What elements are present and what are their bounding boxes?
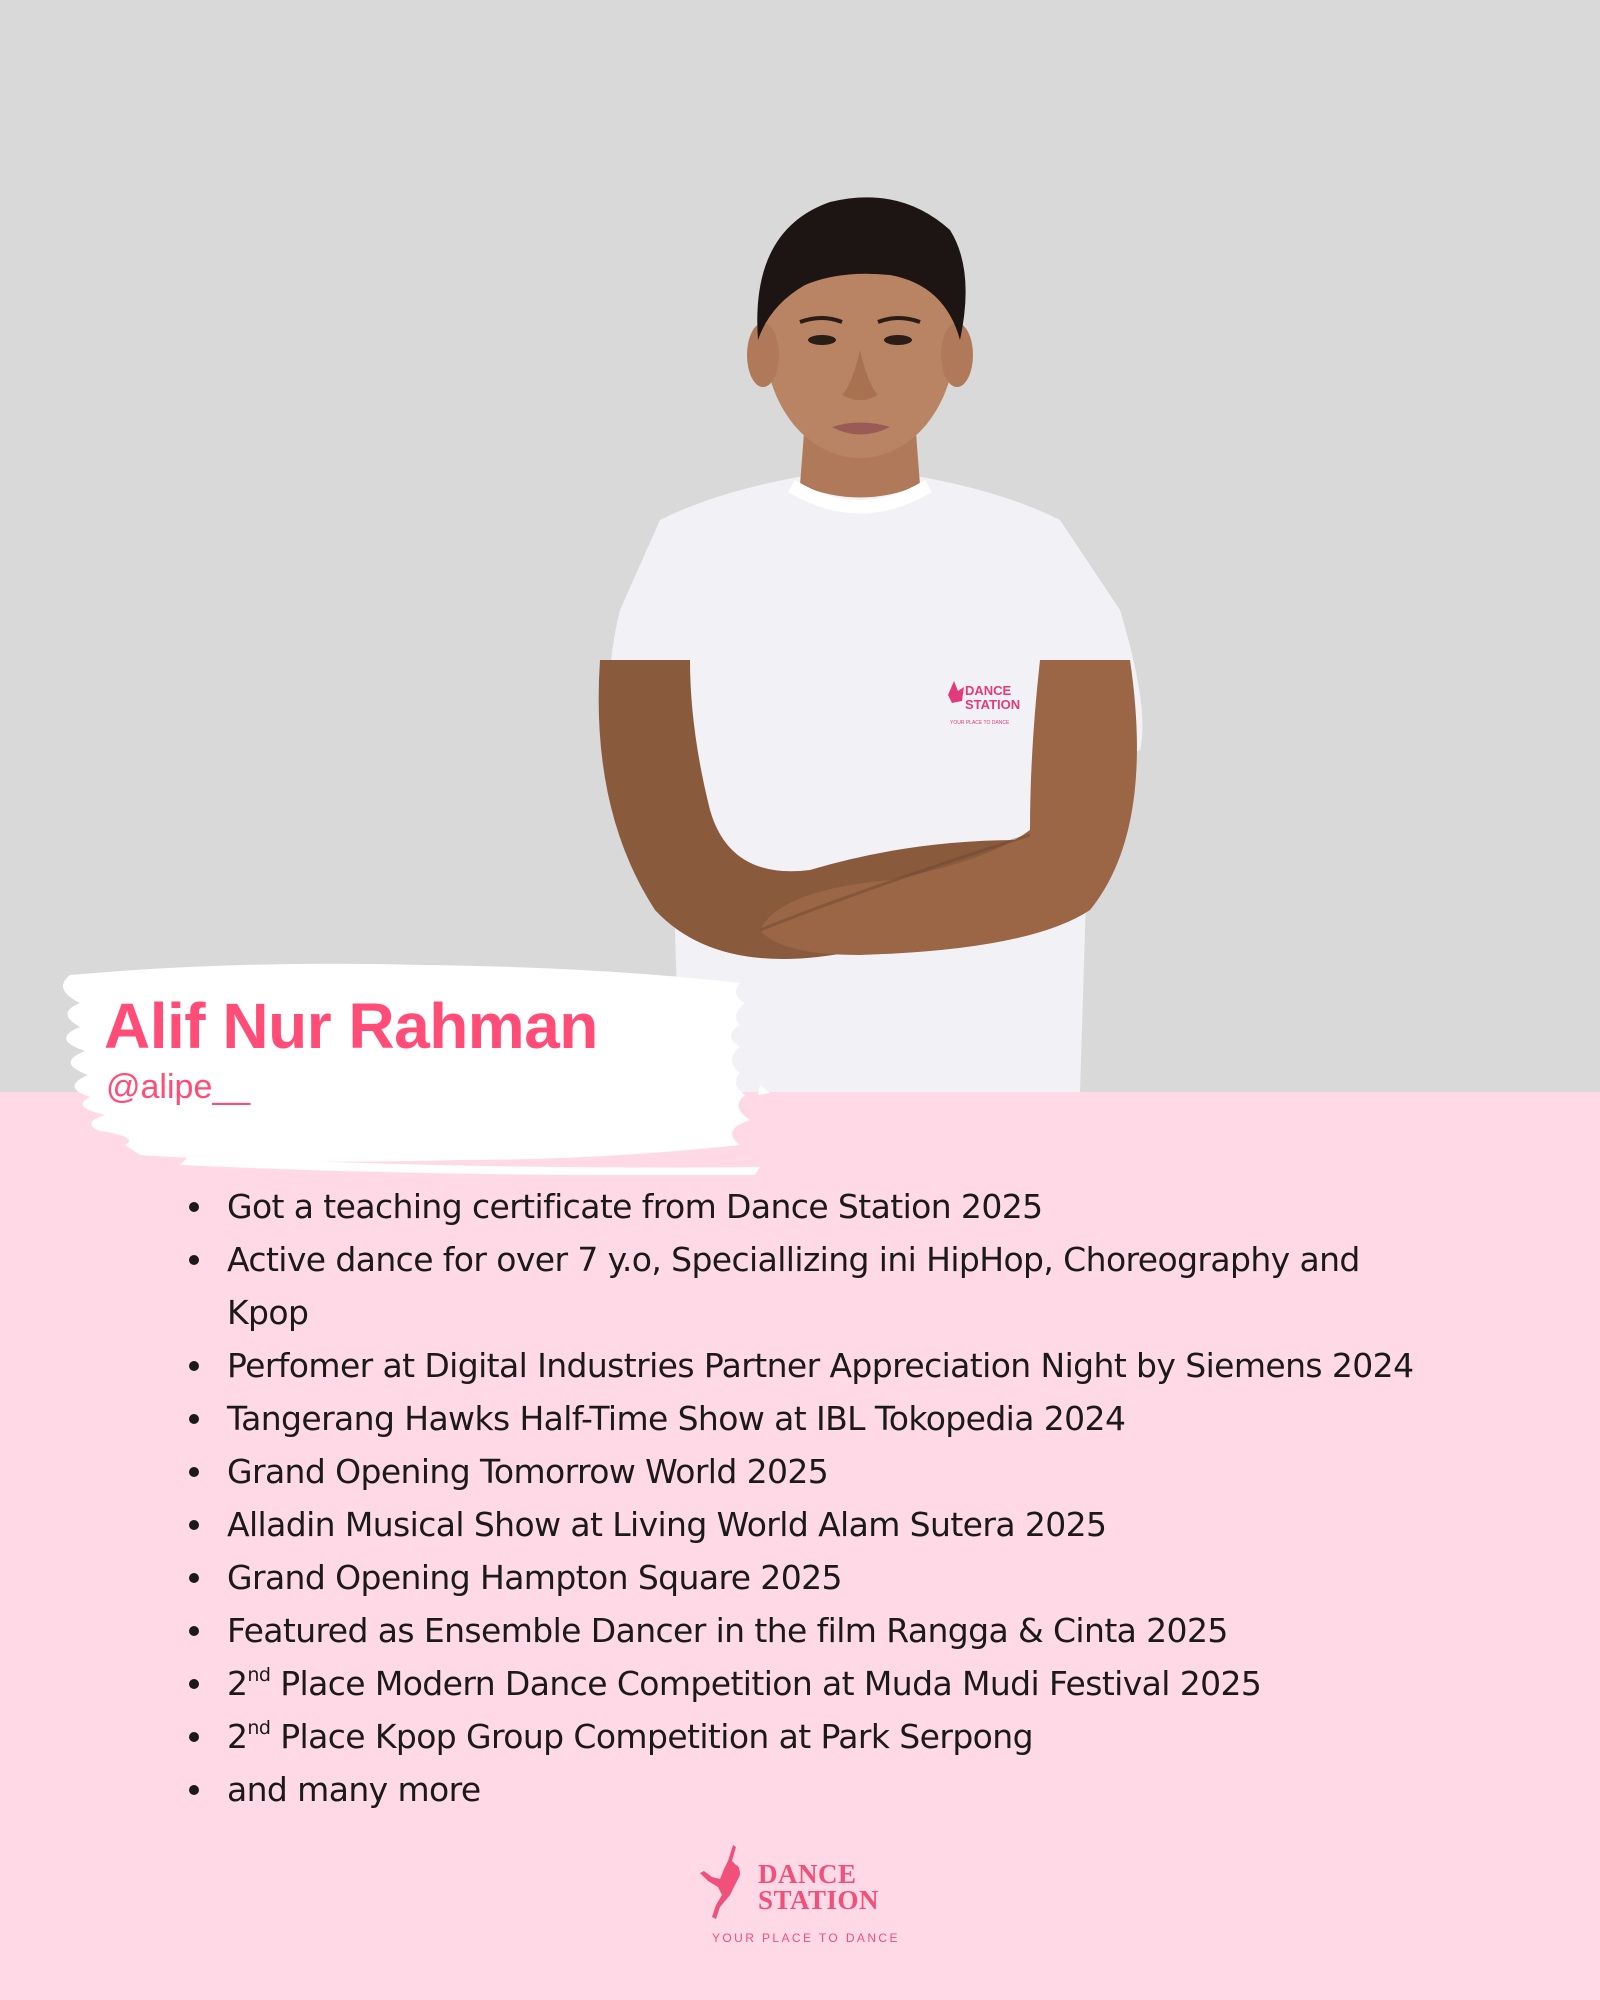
bullet-icon [189,1202,199,1212]
list-item: Perfomer at Digital Industries Partner Appreciation Night by Siemens 2024 [187,1339,1447,1392]
logo-text-line2: STATION [758,1885,880,1915]
list-item: Tangerang Hawks Half-Time Show at IBL Tokopedia 2024 [187,1392,1447,1445]
bullet-icon [189,1626,199,1636]
list-item: Featured as Ensemble Dancer in the film Rangga & Cinta 2025 [187,1604,1447,1657]
bullet-icon [189,1520,199,1530]
achievements-list [187,1180,1447,1816]
logo-tagline: YOUR PLACE TO DANCE [712,1931,900,1945]
bullet-icon [189,1255,199,1265]
bullet-icon [189,1467,199,1477]
list-item: Grand Opening Tomorrow World 2025 [187,1445,1447,1498]
list-item: Got a teaching certificate from Dance Station 2025 [187,1180,1447,1233]
bullet-icon [189,1679,199,1689]
profile-name: Alif Nur Rahman [104,990,598,1062]
list-item: 2nd Place Kpop Group Competition at Park Serpong [187,1710,1447,1763]
bullet-icon [189,1732,199,1742]
brush-stroke [40,955,870,1175]
list-item: and many more [187,1763,1447,1816]
logo-text-line1: DANCE [758,1859,857,1889]
svg-text:YOUR PLACE TO DANCE: YOUR PLACE TO DANCE [950,720,1010,726]
dancer-silhouette-icon [700,1843,760,1921]
bullet-icon [189,1361,199,1371]
bullet-icon [189,1573,199,1583]
list-item: 2nd Place Modern Dance Competition at Muda Mudi Festival 2025 [187,1657,1447,1710]
list-item: Active dance for over 7 y.o, Speciallizing ini HipHop, Choreography and Kpop [187,1233,1447,1339]
bullet-icon [189,1414,199,1424]
list-item: Alladin Musical Show at Living World Alam Sutera 2025 [187,1498,1447,1551]
bullet-icon [189,1785,199,1795]
svg-text:STATION: STATION [965,697,1021,712]
dance-station-logo [700,1843,910,1943]
list-item: Grand Opening Hampton Square 2025 [187,1551,1447,1604]
svg-text:DANCE: DANCE [965,683,1012,698]
profile-handle: @alipe__ [106,1068,251,1106]
